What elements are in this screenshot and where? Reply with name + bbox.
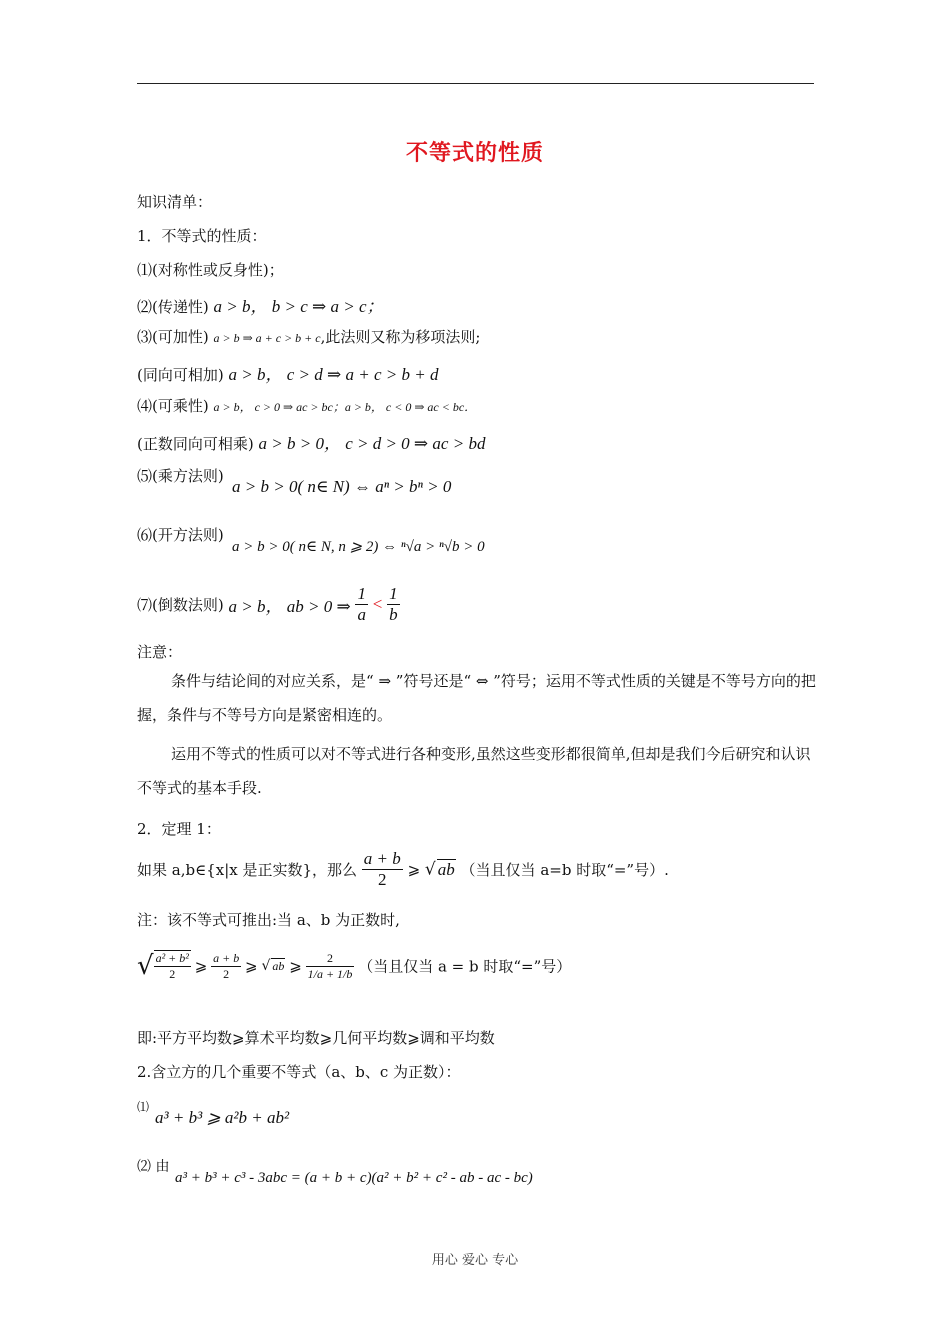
theorem-sqrt-ab: ab <box>437 860 455 879</box>
note-2: 注：该不等式可推出:当 a、b 为正数时, <box>137 911 400 929</box>
property-7-formula: a > b， ab > 0 ⇒ <box>228 597 351 616</box>
chain-am-num: a + b <box>213 950 240 965</box>
property-4-formula: a > b， c > 0 ⇒ ac > bc；a > b， c < 0 ⇒ ac < bc． <box>213 400 477 414</box>
page-title: 不等式的性质 <box>405 140 544 166</box>
property-3-formula: a > b ⇒ a + c > b + c <box>213 331 321 345</box>
property-1: ⑴(对称性或反身性)； <box>137 261 284 279</box>
cubic-2-formula: a³ + b³ + c³ - 3abc = (a + b + c)(a² + b² + c² - ab - ac - bc) <box>175 1170 533 1186</box>
theorem-pre: 如果 a,b∈{x|x 是正实数}，那么 <box>137 861 358 879</box>
chain-quadratic-mean <box>154 950 191 982</box>
property-3 <box>137 326 480 347</box>
chain-qm-den: 2 <box>169 967 176 981</box>
property-6-formula <box>232 537 485 556</box>
chain-geq-3: ⩾ <box>289 957 302 975</box>
property-4 <box>137 395 476 416</box>
less-than-sign: < <box>372 594 383 614</box>
chain-geq-1: ⩾ <box>194 957 208 975</box>
chain-harmonic-mean <box>306 951 355 982</box>
reciprocal-b-den: b <box>389 605 398 624</box>
property-6-label: ⑹(开方法则) <box>137 526 224 544</box>
theorem-fraction <box>362 849 403 890</box>
item1-header: 1．不等式的性质： <box>137 227 267 245</box>
chain-geq-2: ⩾ <box>245 957 258 975</box>
cubic-1-label: ⑴ <box>137 1100 150 1114</box>
cubic-1-formula: a³ + b³ ⩾ a²b + ab² <box>155 1108 290 1127</box>
property-2 <box>137 292 384 317</box>
chain-sqrt-sign: √ <box>137 951 154 981</box>
property-4b-label: (正数同向可相乘) <box>137 435 254 453</box>
property-5-label: ⑸(乘方法则) <box>137 467 224 485</box>
chain-arithmetic-mean <box>211 951 241 982</box>
chain-am-den: 2 <box>223 966 230 981</box>
reciprocal-b <box>387 584 400 625</box>
property-3-label: ⑶(可加性) <box>137 328 209 346</box>
property-3b-formula: a > b， c > d ⇒ a + c > b + d <box>228 365 439 384</box>
cubic-2-label: ⑵ 由 <box>137 1159 170 1175</box>
property-5-formula-text: a > b > 0( n∈ N) ⇔ aⁿ > bⁿ > 0 <box>232 477 452 496</box>
sqrt-sign: √ <box>424 859 436 880</box>
chain-geometric-mean: ab <box>272 959 285 973</box>
reciprocal-a-num: 1 <box>357 584 366 603</box>
theorem-frac-den: 2 <box>378 870 387 889</box>
theorem-frac-num: a + b <box>363 849 401 868</box>
reciprocal-b-num: 1 <box>389 584 398 603</box>
page-footer: 用心 爱心 专心 <box>431 1253 519 1268</box>
property-6-formula-text: a > b > 0( n∈ N, n ⩾ 2) ⇔ ⁿ√a > ⁿ√b > 0 <box>232 539 485 555</box>
property-5-formula <box>232 477 451 497</box>
chain-sqrt2-sign: √ <box>261 958 271 974</box>
note-paragraph-2: 运用不等式的性质可以对不等式进行各种变形,虽然这些变形都很简单,但却是我们今后研究和认识不等式的基本手段. <box>137 745 811 797</box>
cubic-header: 2.含立方的几个重要不等式（a、b、c 为正数）： <box>137 1063 461 1081</box>
property-2-label: ⑵(传递性) <box>137 298 209 316</box>
chain-hm-den: 1/a + 1/b <box>307 966 353 981</box>
cubic-1 <box>155 1108 289 1128</box>
chain-post: （当且仅当 a = b 时取“=”号） <box>358 957 572 976</box>
header-rule <box>137 83 814 84</box>
property-3-text: ,此法则又称为移项法则; <box>320 328 481 346</box>
theorem-relation: ⩾ <box>407 860 421 879</box>
cubic-2 <box>175 1168 533 1187</box>
section-header: 知识清单： <box>137 193 213 211</box>
property-4b <box>137 429 485 454</box>
property-4-label: ⑷(可乘性) <box>137 397 209 415</box>
property-3b <box>137 360 438 385</box>
property-3b-label: (同向可相加) <box>137 366 224 384</box>
chain-qm-num: a² + b² <box>155 951 189 965</box>
reciprocal-a-den: a <box>357 605 366 624</box>
property-2-formula: a > b， b > c ⇒ a > c； <box>213 297 384 316</box>
property-7-label: ⑺(倒数法则) <box>137 596 224 614</box>
property-7 <box>137 584 400 625</box>
property-4b-formula: a > b > 0， c > d > 0 ⇒ ac > bd <box>258 434 486 453</box>
means-summary: 即:平方平均数⩾算术平均数⩾几何平均数⩾调和平均数 <box>137 1029 495 1047</box>
theorem-1 <box>137 849 669 890</box>
theorem-post: （当且仅当 a=b 时取“=”号）. <box>460 861 669 879</box>
note-paragraph-1: 条件与结论间的对应关系，是“ ⇒ ”符号还是“ ⇔ ”符号；运用不等式性质的关键是不等号方向的把握，条件与不等号方向是紧密相连的。 <box>137 672 816 724</box>
chain-hm-num: 2 <box>306 951 355 967</box>
theorem-header: 2．定理 1： <box>137 820 221 838</box>
means-chain <box>137 950 571 982</box>
reciprocal-a <box>355 584 368 625</box>
note-label: 注意： <box>137 643 183 661</box>
